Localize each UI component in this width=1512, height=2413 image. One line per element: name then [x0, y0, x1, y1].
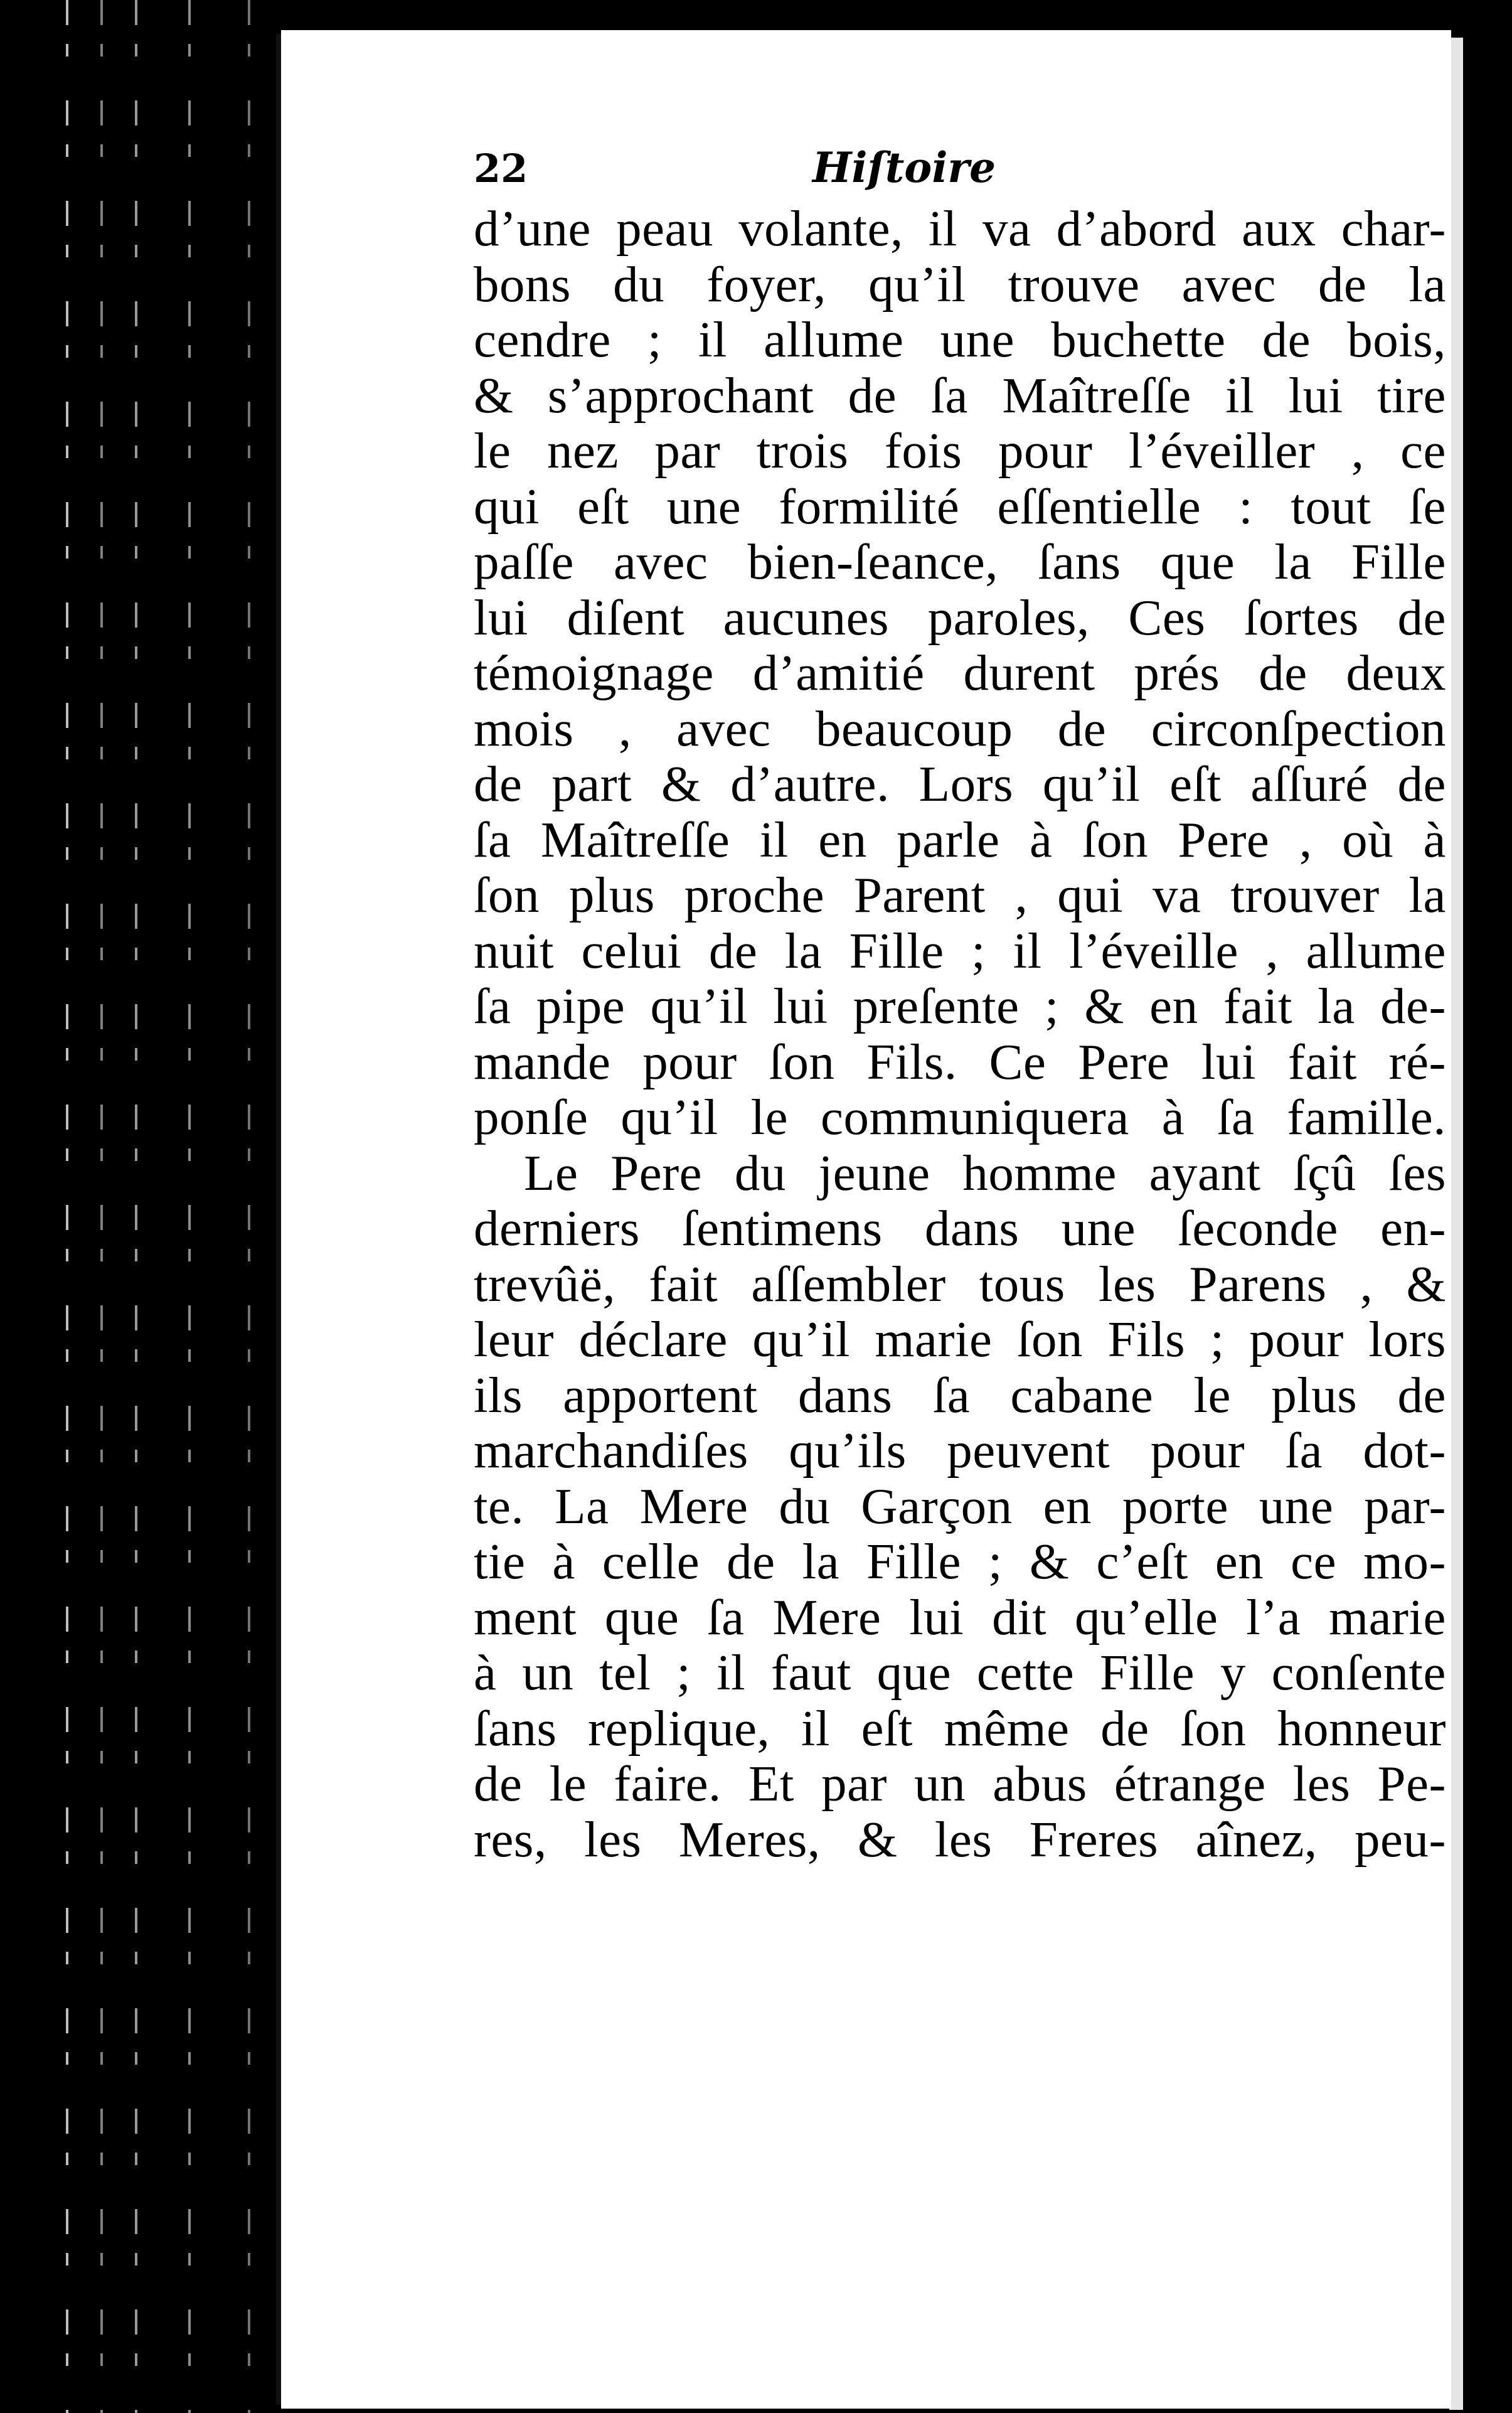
text-line: de le faire. Et par un abus étrange les Pe- — [474, 1755, 1446, 1812]
text-line: marchandiſes qu’ils peuvent pour ſa dot- — [474, 1422, 1446, 1479]
text-line: à un tel ; il faut que cette Fille y conſente — [474, 1644, 1446, 1701]
scan-artifact-streak — [188, 0, 191, 2413]
scan-artifact-streak — [248, 0, 250, 2413]
text-line: ſa Maîtreſſe il en parle à ſon Pere , où à — [474, 811, 1446, 868]
scan-artifact-streak — [135, 0, 137, 2413]
text-line: ment que ſa Mere lui dit qu’elle l’a marie — [474, 1588, 1446, 1645]
page-header — [474, 143, 1465, 202]
page-number: 22 — [474, 146, 528, 191]
text-line: de part & d’autre. Lors qu’il eſt aſſuré de — [474, 756, 1446, 812]
text-line: cendre ; il allume une buchette de bois, — [474, 311, 1446, 368]
text-line: d’une peau volante, il va d’abord aux char- — [474, 200, 1446, 257]
text-line: bons du foyer, qu’il trouve avec de la — [474, 255, 1446, 313]
text-line: te. La Mere du Garçon en porte une par- — [474, 1477, 1446, 1534]
page-edge — [1449, 38, 1463, 2410]
text-line: trevûë, fait aſſembler tous les Parens , & — [474, 1255, 1446, 1312]
text-line: Le Pere du jeune homme ayant ſçû ſes — [524, 1144, 1446, 1201]
text-line: ſans replique, il eſt même de ſon honneur — [474, 1699, 1446, 1757]
text-line: ſa pipe qu’il lui preſente ; & en fait la de- — [474, 978, 1446, 1034]
body-text — [474, 201, 1446, 1867]
text-line: mande pour ſon Fils. Ce Pere lui fait ré- — [474, 1033, 1446, 1090]
text-line: tie à celle de la Fille ; & c’eſt en ce mo- — [474, 1533, 1446, 1590]
text-line: paſſe avec bien-ſeance, ſans que la Fille — [474, 533, 1446, 590]
text-line: leur déclare qu’il marie ſon Fils ; pour lors — [474, 1311, 1446, 1367]
text-line: lui diſent aucunes paroles, Ces ſortes de — [474, 589, 1446, 646]
text-line: nuit celui de la Fille ; il l’éveille , allume — [474, 922, 1446, 979]
text-line: ponſe qu’il le communiquera à ſa famille. — [474, 1089, 1446, 1145]
scan-artifact-streak — [66, 0, 68, 2413]
text-line: res, les Meres, & les Freres aînez, peu- — [474, 1811, 1446, 1868]
running-title: Hiſtoire — [812, 143, 996, 192]
text-line: mois , avec beaucoup de circonſpection — [474, 700, 1446, 757]
text-line: derniers ſentimens dans une ſeconde en- — [474, 1200, 1446, 1256]
text-line: ſon plus proche Parent , qui va trouver la — [474, 867, 1446, 923]
scan-artifact-streak — [100, 0, 103, 2413]
text-line: témoignage d’amitié durent prés de deux — [474, 645, 1446, 701]
text-line: qui eſt une formilité eſſentielle : tout ſe — [474, 478, 1446, 535]
text-line: le nez par trois fois pour l’éveiller , ce — [474, 422, 1446, 479]
text-line: ils apportent dans ſa cabane le plus de — [474, 1366, 1446, 1423]
text-line: & s’approchant de ſa Maîtreſſe il lui tire — [474, 366, 1446, 424]
